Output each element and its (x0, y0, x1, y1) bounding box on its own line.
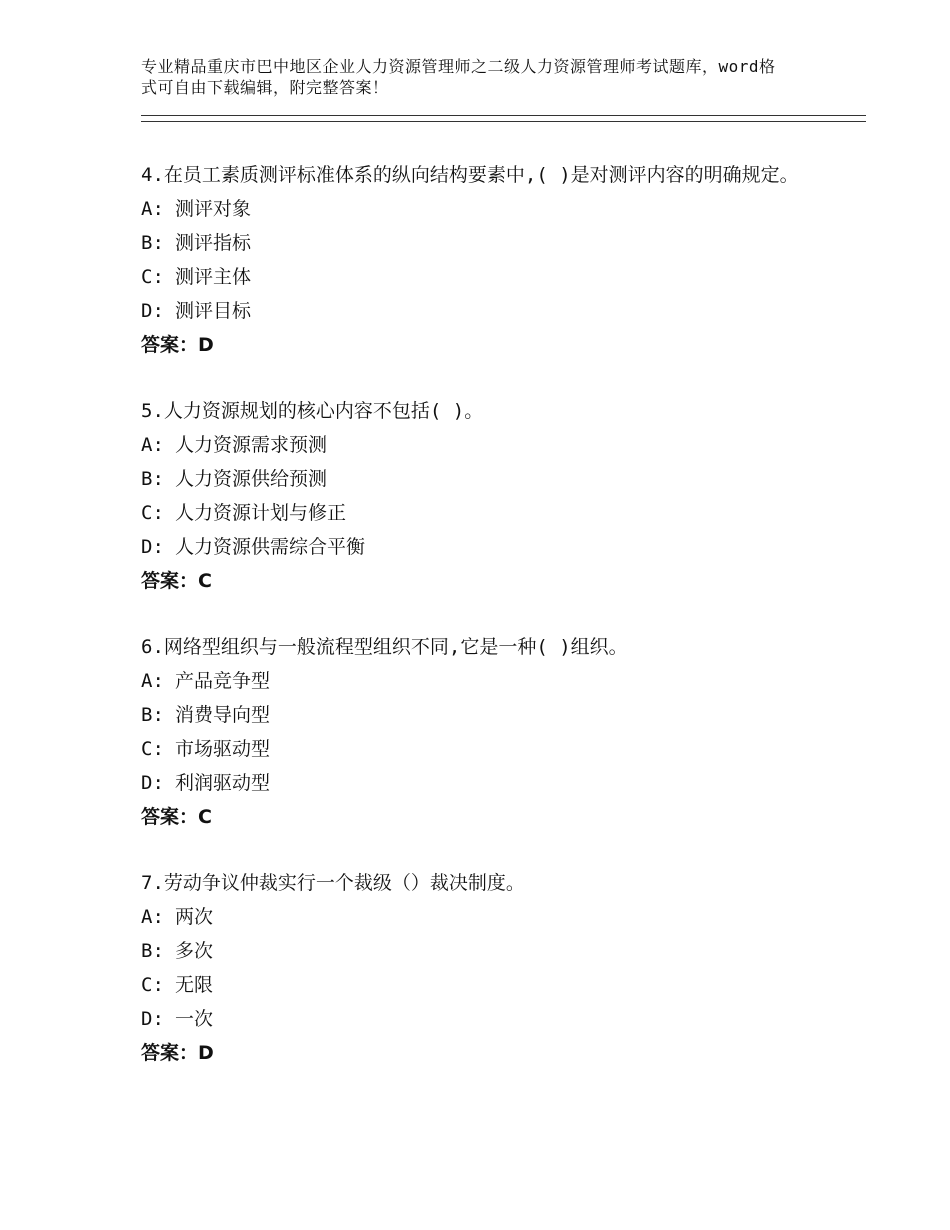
question-option (141, 428, 866, 462)
document-page (141, 56, 866, 1102)
question-option (141, 462, 866, 496)
question-option (141, 192, 866, 226)
option-letter: C: (141, 502, 164, 524)
question-stem: 6.网络型组织与一般流程型组织不同,它是一种( )组织。 (141, 636, 628, 658)
option-text: 无限 (175, 974, 214, 996)
option-letter: A: (141, 906, 164, 928)
question-answer: 答案：C (141, 570, 212, 592)
question-answer: 答案：D (141, 334, 214, 356)
question-stem: 5.人力资源规划的核心内容不包括( )。 (141, 400, 484, 422)
question-option (141, 766, 866, 800)
question-option (141, 226, 866, 260)
option-letter: D: (141, 1008, 164, 1030)
option-text: 市场驱动型 (175, 738, 271, 760)
question-answer: 答案：D (141, 1042, 214, 1064)
option-letter: D: (141, 772, 164, 794)
question-option (141, 1002, 866, 1036)
option-text: 产品竞争型 (175, 670, 271, 692)
option-letter: D: (141, 300, 164, 322)
question-option (141, 260, 866, 294)
question-stem: 4.在员工素质测评标准体系的纵向结构要素中,( )是对测评内容的明确规定。 (141, 164, 799, 186)
question-option (141, 496, 866, 530)
option-text: 人力资源需求预测 (175, 434, 328, 456)
option-text: 人力资源计划与修正 (175, 502, 347, 524)
question-option (141, 698, 866, 732)
document-title: 专业精品重庆市巴中地区企业人力资源管理师之二级人力资源管理师考试题库，word格式可自由下载编辑，附完整答案！ (141, 57, 776, 97)
option-text: 人力资源供给预测 (175, 468, 328, 490)
question-answer: 答案：C (141, 806, 212, 828)
option-letter: A: (141, 434, 164, 456)
question-option (141, 732, 866, 766)
option-letter: B: (141, 940, 164, 962)
option-text: 一次 (175, 1008, 214, 1030)
question-option (141, 294, 866, 328)
option-text: 人力资源供需综合平衡 (175, 536, 366, 558)
question-option (141, 664, 866, 698)
option-text: 测评目标 (175, 300, 252, 322)
option-letter: C: (141, 266, 164, 288)
option-text: 利润驱动型 (175, 772, 271, 794)
question-option (141, 530, 866, 564)
option-text: 消费导向型 (175, 704, 271, 726)
option-text: 测评主体 (175, 266, 252, 288)
question-item (141, 630, 866, 834)
option-text: 两次 (175, 906, 214, 928)
option-text: 多次 (175, 940, 214, 962)
question-item (141, 158, 866, 362)
option-letter: C: (141, 738, 164, 760)
question-option (141, 900, 866, 934)
option-letter: B: (141, 232, 164, 254)
option-text: 测评对象 (175, 198, 252, 220)
option-letter: A: (141, 198, 164, 220)
option-letter: A: (141, 670, 164, 692)
question-list (141, 158, 866, 1070)
option-letter: B: (141, 704, 164, 726)
question-option (141, 968, 866, 1002)
option-letter: D: (141, 536, 164, 558)
option-letter: B: (141, 468, 164, 490)
question-stem: 7.劳动争议仲裁实行一个裁级（）裁决制度。 (141, 872, 525, 894)
question-item (141, 866, 866, 1070)
header-double-rule (141, 115, 866, 122)
question-option (141, 934, 866, 968)
question-item (141, 394, 866, 598)
option-text: 测评指标 (175, 232, 252, 254)
option-letter: C: (141, 974, 164, 996)
